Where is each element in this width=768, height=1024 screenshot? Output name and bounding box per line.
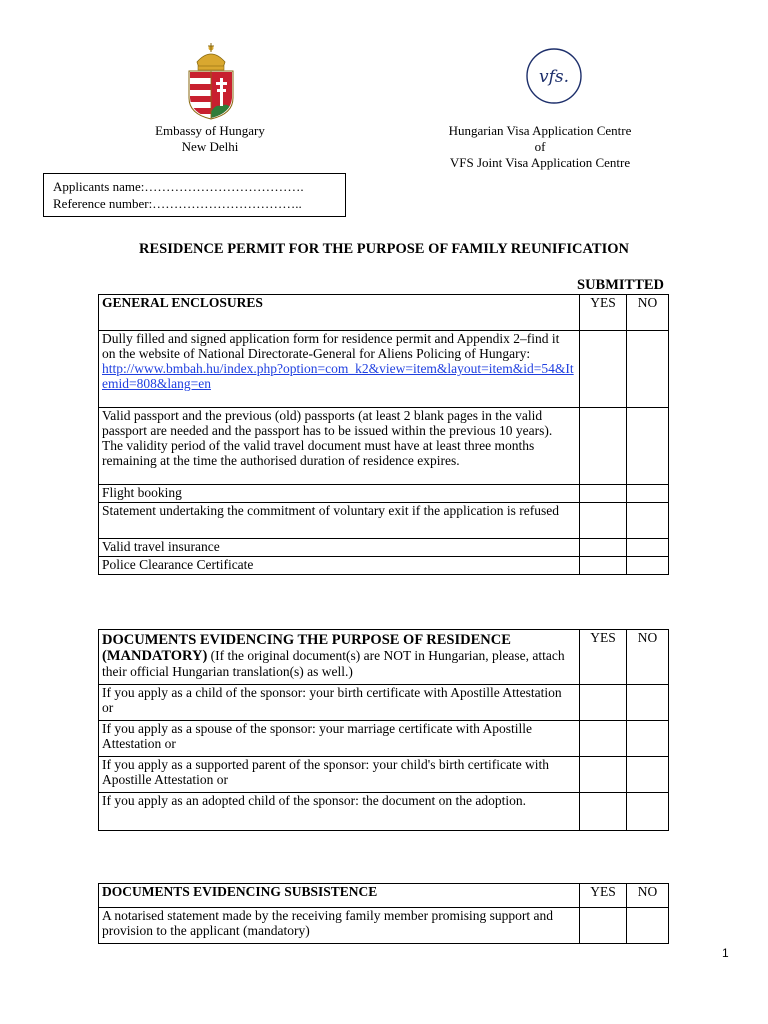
applicant-name-field[interactable]: Applicants name:………………………………. [53, 179, 304, 194]
requirement-cell: If you apply as a spouse of the sponsor: your marriage certificate with Apostille Attestation or [99, 721, 580, 757]
general-enclosures-heading: GENERAL ENCLOSURES [99, 295, 580, 331]
reference-number-field[interactable]: Reference number:…………………………….. [53, 196, 302, 211]
table-row [99, 685, 669, 721]
general-enclosures-table [98, 294, 669, 575]
requirement-cell: Valid passport and the previous (old) passports (at least 2 blank pages in the valid passport are needed and the passport has to be issued within the previous 10 years). The validity period of the valid travel document must have at least three months remaining at the time the authorised duration of residence expires. [99, 408, 580, 485]
purpose-heading: DOCUMENTS EVIDENCING THE PURPOSE OF RESIDENCE (MANDATORY) (If the original document(s) are NOT in Hungarian, please, attach their official Hungarian translation(s) as well.) [99, 630, 580, 685]
hungary-coat-of-arms-icon [185, 42, 237, 120]
no-checkbox-cell[interactable] [627, 721, 669, 757]
yes-checkbox-cell[interactable] [580, 331, 627, 408]
no-checkbox-cell[interactable] [627, 331, 669, 408]
no-checkbox-cell[interactable] [627, 557, 669, 575]
table-row [99, 757, 669, 793]
requirement-cell: Flight booking [99, 485, 580, 503]
no-checkbox-cell[interactable] [627, 685, 669, 721]
yes-checkbox-cell[interactable] [580, 721, 627, 757]
yes-checkbox-cell[interactable] [580, 685, 627, 721]
vac-line-2: of [534, 139, 546, 154]
no-checkbox-cell[interactable] [627, 793, 669, 831]
no-checkbox-cell[interactable] [627, 408, 669, 485]
requirement-cell: If you apply as a child of the sponsor: your birth certificate with Apostille Attestation or [99, 685, 580, 721]
embassy-city: New Delhi [181, 139, 239, 154]
requirement-cell: Statement undertaking the commitment of voluntary exit if the application is refused [99, 503, 580, 539]
table-row [99, 793, 669, 831]
yes-checkbox-cell[interactable] [580, 757, 627, 793]
subsistence-heading: DOCUMENTS EVIDENCING SUBSISTENCE [99, 884, 580, 908]
purpose-of-residence-table [98, 629, 669, 831]
no-checkbox-cell[interactable] [627, 539, 669, 557]
no-checkbox-cell[interactable] [627, 485, 669, 503]
table-row [99, 331, 669, 408]
yes-checkbox-cell[interactable] [580, 557, 627, 575]
no-column-header: NO [627, 295, 669, 331]
yes-checkbox-cell[interactable] [580, 408, 627, 485]
subsistence-table [98, 883, 669, 944]
table-header-row [99, 295, 669, 331]
yes-column-header: YES [580, 295, 627, 331]
requirement-cell: Police Clearance Certificate [99, 557, 580, 575]
document-title: RESIDENCE PERMIT FOR THE PURPOSE OF FAMILY REUNIFICATION [139, 241, 629, 257]
vac-line-1: Hungarian Visa Application Centre [448, 123, 632, 138]
page-number: 1 [722, 946, 729, 960]
vfs-logo-text: vfs. [538, 67, 570, 87]
vac-line-3: VFS Joint Visa Application Centre [449, 155, 631, 170]
requirement-cell: Valid travel insurance [99, 539, 580, 557]
yes-column-header: YES [580, 630, 627, 685]
table-header-row [99, 884, 669, 908]
requirement-cell: A notarised statement made by the receiving family member promising support and provision to the applicant (mandatory) [99, 908, 580, 944]
yes-checkbox-cell[interactable] [580, 793, 627, 831]
table-row [99, 503, 669, 539]
vac-header [420, 123, 660, 171]
vfs-logo [525, 47, 583, 105]
submitted-label: SUBMITTED [577, 277, 665, 293]
table-row [99, 908, 669, 944]
table-row [99, 539, 669, 557]
bmbah-link[interactable]: http://www.bmbah.hu/index.php?option=com_k2&view=item&layout=item&id=54&Itemid=808&lang=en [102, 361, 574, 391]
table-row [99, 485, 669, 503]
requirement-cell: If you apply as an adopted child of the sponsor: the document on the adoption. [99, 793, 580, 831]
no-checkbox-cell[interactable] [627, 757, 669, 793]
vfs-logo-icon [525, 47, 583, 105]
yes-checkbox-cell[interactable] [580, 503, 627, 539]
table-row [99, 721, 669, 757]
applicant-info-box [43, 173, 346, 217]
requirement-cell: Dully filled and signed application form for residence permit and Appendix 2–find it on the website of National Directorate-General for Aliens Policing of Hungary: http://www.bmbah.hu/index.php?option=com_k2&view=item&layout=item&id=54&Itemid=808&lang=en [99, 331, 580, 408]
yes-checkbox-cell[interactable] [580, 485, 627, 503]
requirement-cell: If you apply as a supported parent of the sponsor: your child's birth certificate with Apostille Attestation or [99, 757, 580, 793]
no-checkbox-cell[interactable] [627, 908, 669, 944]
yes-checkbox-cell[interactable] [580, 539, 627, 557]
no-checkbox-cell[interactable] [627, 503, 669, 539]
embassy-name: Embassy of Hungary [155, 123, 265, 138]
table-row [99, 557, 669, 575]
table-row [99, 408, 669, 485]
embassy-header [110, 123, 310, 155]
yes-column-header: YES [580, 884, 627, 908]
yes-checkbox-cell[interactable] [580, 908, 627, 944]
no-column-header: NO [627, 884, 669, 908]
no-column-header: NO [627, 630, 669, 685]
table-header-row [99, 630, 669, 685]
